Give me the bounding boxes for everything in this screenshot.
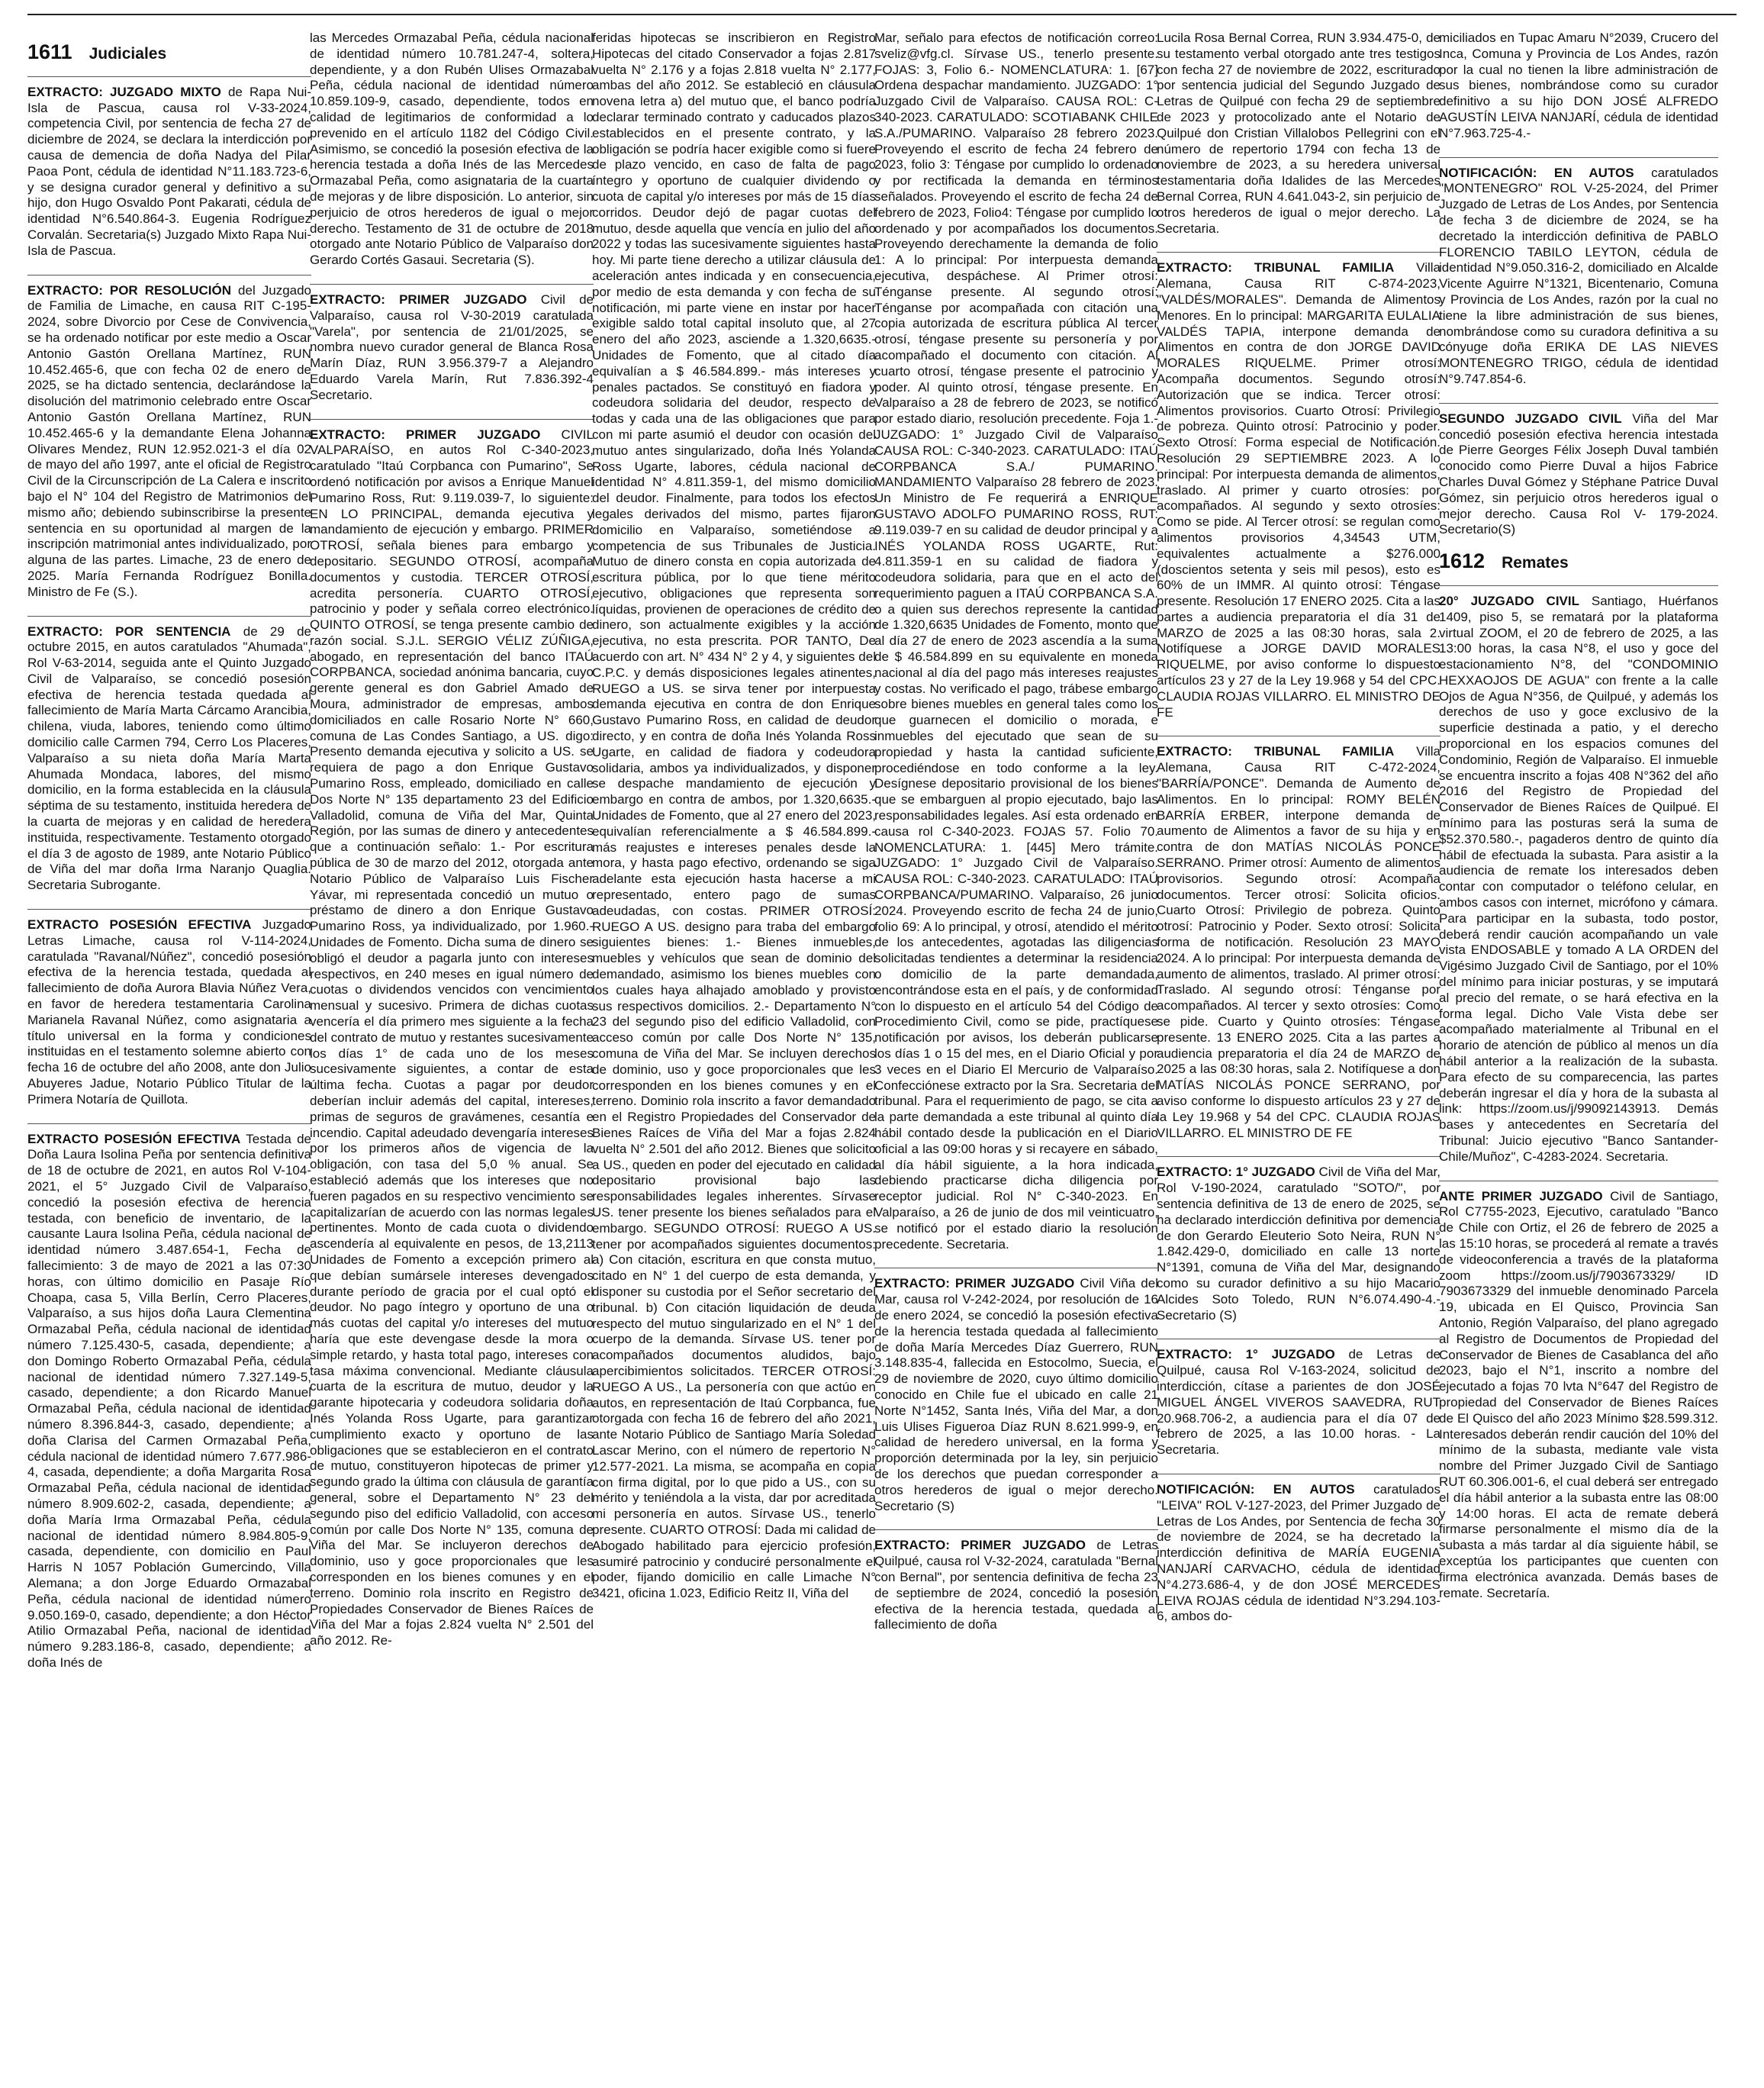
notice-heading: EXTRACTO: PRIMER JUZGADO — [310, 427, 541, 442]
column-2 — [310, 31, 594, 2076]
notice-body: Civil de Santiago, Rol C7755-2023, Ejecutivo, caratulado "Banco de Chile con Ortiz, el 26 de febrero de 2025 a las 15:10 horas, se procederá al remate a través de videoconferencia a través de la plataforma zoom https://zoom.us/j/7903673329/ ID 7903673329 del inmueble denominado Parcela 19, ubicada en El Quisco, Provincia San Antonio, Región Valparaíso, del plano agregado al Registro de Documentos de Propiedad del Conservador de Bienes de Casablanca del año 2023, bajo el N°1, inscrito a nombre del ejecutado a fojas 70 lvta N°647 del Registro de propiedad del Conservador de Bienes Raíces de El Quisco del año 2023 Mínimo $28.599.312. Interesados deberán rendir caución del 10% del mínimo de la subasta, mediante vale vista nombre del Primer Juzgado Civil de Santiago RUT 60.306.001-6, el cual deberá ser entregado el día hábil anterior a la subasta entre las 08:00 y 14:00 horas. El acta de remate deberá firmarse personalmente el mismo día de la subasta a más tardar al día siguiente hábil, se exceptúa los participantes que cuenten con firma electrónica avanzada. Demás bases de remate. Secretaría. — [1439, 1188, 1718, 1600]
notice-heading: EXTRACTO: PRIMER JUZGADO — [874, 1276, 1075, 1291]
legal-notice — [1157, 1156, 1440, 1323]
legal-notice — [310, 284, 594, 404]
column-6 — [1439, 31, 1718, 2076]
legal-notice — [27, 1123, 311, 1671]
notice-heading: EXTRACTO: 1° JUZGADO — [1157, 1347, 1335, 1362]
notice-continuation — [592, 31, 876, 1602]
column-3 — [592, 31, 876, 2076]
section-title: Remates — [1502, 554, 1569, 572]
notice-heading: EXTRACTO: POR SENTENCIA — [27, 624, 231, 639]
legal-notice — [1157, 1474, 1440, 1625]
legal-notice — [874, 1268, 1158, 1514]
notice-heading: EXTRACTO: PRIMER JUZGADO — [310, 292, 527, 307]
notice-body: las Mercedes Ormazabal Peña, cédula nacional de identidad número 10.781.247-4, soltera, dependiente, y a don Rubén Ulises Ormazabal Peña, cédula nacional de identidad número 10.859.109-9, casado, dependiente, todos en calidad de legitimarios de conformidad a lo prevenido en el artículo 1182 del Código Civil. Asimismo, se concedió la posesión efectiva de la herencia testada a doña Inés de las Mercedes Ormazabal Peña, como asignataria de la cuarta de mejoras y de libre disposición. Lo anterior, sin perjuicio de otros herederos de igual o mejor derecho. Testamento de 31 de octubre de 2018 otorgado ante Notario Público de Valparaíso don Gerardo Cortés Gasaui. Secretaria (S). — [310, 31, 594, 268]
section-header — [1439, 549, 1718, 573]
notice-body: Testada de Doña Laura Isolina Peña por sentencia definitiva de 18 de octubre de 2021, en autos Rol V-104- 2021, el 5° Juzgado Civil de Valparaíso, concedió la posesión efectiva de herencia testada, con beneficio de inventario, de la causante Laura Isolina Peña, cédula nacional de identidad número 3.487.654-1, Fecha de fallecimiento: 3 de mayo de 2021 a las 07:30 horas, con último domicilio en Pasaje Río Choapa, casa 5, Villa Berlín, Cerro Placeres, Valparaíso, a sus hijos doña Laura Clementina Ormazabal Peña, cédula nacional de identidad número 7.125.430-5, casada, dependiente; a don Domingo Roberto Ormazabal Peña, cédula nacional de identidad número 7.327.149-5, casado, dependiente; a don Ricardo Manuel Ormazabal Peña, cédula nacional de identidad número 8.396.844-3, casado, dependiente; a doña Clarisa del Carmen Ormazabal Peña, cédula nacional de identidad número 7.677.986-4, casada, dependiente; a doña Margarita Rosa Ormazabal Peña, cédula nacional de identidad número 8.909.602-2, casada, dependiente; a doña María Irma Ormazabal Peña, cédula nacional de identidad número 8.984.805-9, casada, dependiente, con domicilio en Paul Harris N 1057 Población Gumercindo, Villa Alemana; a don Jorge Eduardo Ormazabal Peña, cédula nacional de identidad número 9.050.169-0, casado, dependiente; a don Héctor Atilio Ormazabal Peña, nacional de identidad número 9.283.186-8, casado, dependiente; a doña Inés de — [27, 1131, 311, 1670]
notice-heading: SEGUNDO JUZGADO CIVIL — [1439, 411, 1622, 426]
notice-heading: 20° JUZGADO CIVIL — [1439, 593, 1579, 608]
legal-notice — [1157, 736, 1440, 1141]
notice-body: Lucila Rosa Bernal Correa, RUN 3.934.475-0, de su testamento verbal otorgado ante tres testigos con fecha 27 de noviembre de 2022, escriturado por sentencia judicial del Segundo Juzgado de Letras de Quilpué con fecha 29 de septiembre de 2023 y protocolizado ante el Notario de Quilpué don Cristian Villalobos Pellegrini con el número de repertorio 1794 con fecha 13 de noviembre de 2023, a su heredera universal testamentaria doña Idalides de las Mercedes Bernal Correa, RUN 4.641.043-2, sin perjuicio de otros herederos de igual o mejor derecho. La Secretaria. — [1157, 31, 1440, 236]
notice-body: Villa Alemana, Causa RIT C-472-2024, "BARRÍA/PONCE". Demanda de Aumento de Alimentos. En lo principal: ROMY BELÉN BARRÍA ERBER, interpone demanda de aumento de Alimentos a favor de su hija y en contra de don MATÍAS NICOLÁS PONCE SERRANO. Primer otrosí: Aumento de alimentos provisorios. Segundo otrosí: Acompaña documentos. Tercer otrosí: Solicita oficios. Cuarto Otrosí: Privilegio de pobreza. Quinto otrosí: Patrocinio y Poder. Sexto otrosí: Solicita forma de notificación. Resolución 23 MAYO 2024. A lo principal: Por interpuesta demanda de aumento de alimentos, traslado. Al primer otrosí: Traslado. Al segundo otrosí: Ténganse por acompañados. Al tercer y sexto otrosíes: Como se pide. Cuarto y Quinto otrosíes: Téngase presente. 13 ENERO 2025. Cita a las partes a audiencia preparatoria el día 24 de MARZO de 2025 a las 08:30 horas, sala 2. Notifíquese a don MATÍAS NICOLÁS PONCE SERRANO, por aviso conforme lo dispuesto artículos 23 y 27 de la Ley 19.968 y 54 del CPC. CLAUDIA ROJAS VILLARRO. EL MINISTRO DE FE — [1157, 744, 1440, 1140]
column-5 — [1157, 31, 1440, 2076]
notice-body: Mar, señalo para efectos de notificación correo: sveliz@vfg.cl. Sírvase US., tenerlo presente. FOJAS: 3, Folio 6.- NOMENCLATURA: 1. [67] Ordena despachar mandamiento. JUZGADO: 1° Juzgado Civil de Valparaíso. CAUSA ROL: C-340-2023. CARATULADO: SCOTIABANK CHILE S.A./PUMARINO. Valparaíso 28 febrero 2023. Proveyendo el escrito de fecha 24 febrero de 2023, folio 3: Téngase por cumplido lo ordenado y por rectificada la demanda en términos señalados. Proveyendo el escrito de fecha 24 de febrero de 2023, Folio4: Téngase por cumplido lo ordenado y por acompañados los documentos. Proveyendo derechamente la demanda de folio 1: A lo principal: Por interpuesta demanda ejecutiva, despáchese. Al Primer otrosí: Ténganse presente. Al segundo otrosí: Ténganse por acompañada con citación una copia autorizada de escritura pública Al tercer otrosí, téngase presente su personería y por acompañado el documento con citación. Al cuarto otrosí, téngase presente el patrocinio y poder. Al quinto otrosí, téngase presente. En Valparaíso a 28 de febrero de 2023, se notificó por estado diario, resolución precedente. Foja 1.- JUZGADO: 1° Juzgado Civil de Valparaíso CAUSA ROL: C-340-2023. CARATULADO: ITAÚ CORPBANCA S.A./ PUMARINO. MANDAMIENTO Valparaíso 28 febrero de 2023. Un Ministro de Fe requerirá a ENRIQUE GUSTAVO ADOLFO PUMARINO ROSS, RUT: 9.119.039-7 en su calidad de deudor principal y a INÉS YOLANDA ROSS UGARTE, Rut: 4.811.359-1 en su calidad de fiadora y codeudora solidaria, para que en el acto del requerimiento paguen a ITAÚ CORPBANCA S.A. o a quien sus derechos represente la cantidad de 1.320,6635 Unidades de Fomento, monto que al día 27 de enero de 2023 ascendía a la suma de $ 46.584.899 en su equivalente en moneda nacional al día del pago más intereses reajustes y costas. No verificado el pago, trábese embargo sobre bienes muebles en general tales como los que guarnecen el domicilio o morada, e inmuebles del ejecutado que sean de su propiedad y hasta la cantidad suficiente, procediéndose en todo conforme a la ley. Desígnese depositario provisional de los bienes que se embarguen al propio ejecutado, bajo las responsabilidades legales. Así esta ordenado en causa rol C-340-2023. FOJAS 57. Folio 70. NOMENCLATURA: 1. [445] Mero trámite. JUZGADO: 1° Juzgado Civil de Valparaíso. CAUSA ROL: C-340-2023. CARATULADO: ITAÚ CORPBANCA/PUMARINO. Valparaíso, 26 junio 2024. Proveyendo escrito de fecha 24 de junio, folio 69: A lo principal, y otrosí, atendido el mérito de los antecedentes, agotadas las diligencias solicitadas tendientes a determinar la residencia o domicilio de la parte demandada, encontrándose esta en el país, y de conformidad con lo dispuesto en el artículo 54 del Código de Procedimiento Civil, como se pide, practíquese notificación por avisos, los deberán publicarse los días 1 o 15 del mes, en el Diario Oficial y por 3 veces en el Diario El Mercurio de Valparaíso. Confecciónese extracto por la Sra. Secretaria del tribunal. Para el requerimiento de pago, se cita a la parte demandada a este tribunal al quinto día hábil contado desde la publicación en el Diario oficial a las 09:00 horas y si recayere en sábado, al día hábil siguiente, a la hora indicada, debiendo practicarse dicha diligencia por receptor judicial. Rol N° C-340-2023. En Valparaíso, a 26 de junio de dos mil veinticuatro, se notificó por el estado diario la resolución precedente. Secretaria. — [874, 31, 1158, 1252]
section-title: Judiciales — [89, 45, 167, 63]
notice-heading: NOTIFICACIÓN: EN AUTOS — [1439, 165, 1634, 180]
notice-body: caratulados "MONTENEGRO" ROL V-25-2024, del Primer Juzgado de Letras de Los Andes, por Sentencia de fecha 3 de diciembre de 2024, se ha decretado la interdicción definitiva de PABLO FLORENCIO TABILO LEYTON, cédula de identidad N°9.050.316-2, domiciliado en Alcalde Vicente Aguirre N°1321, Bicentenario, Comuna y Provincia de Los Andes, razón por la cual no tiene la libre administración de sus bienes, nombrándose como su curadora definitiva a su cónyuge doña ERIKA DE LAS NIEVES MONTENEGRO TRIGO, cédula de identidad N°9.747.854-6. — [1439, 165, 1718, 386]
notice-heading: EXTRACTO POSESIÓN EFECTIVA — [27, 917, 252, 933]
notice-body: de Rapa Nui-Isla de Pascua, causa rol V-33-2024, competencia Civil, por sentencia de fecha 27 de diciembre de 2024, se declara la interdicción por causa de demencia de doña Nadya del Pilar Paoa Pont, cédula de identidad N°11.183.723-6, y se designa curador general y definitivo a su hijo, don Hugo Osvaldo Pont Pakarati, cédula de identidad N°6.540.864-3. Eugenia Rodríguez Corvalán. Secretaria(s) Juzgado Mixto Rapa Nui-Isla de Pascua. — [27, 84, 311, 258]
notice-body: Villa Alemana, Causa RIT C-874-2023, "VALDÉS/MORALES". Demanda de Alimentos Menores. En lo principal: MARGARITA EULALIA VALDÉS TAPIA, interpone demanda de Alimentos en contra de don JORGE DAVID MORALES RIQUELME. Primer otrosí: Acompaña documentos. Segundo otrosí: Autorización que se indica. Tercer otrosí: Alimentos provisorios. Cuarto Otrosí: Privilegio de pobreza. Quinto otrosí: Patrocinio y poder. Sexto Otrosí: Forma especial de Notificación. Resolución 29 SEPTIEMBRE 2023. A lo principal: Por interpuesta demanda de alimentos, traslado. Al primer y cuarto otrosíes: por acompañados. Al segundo y sexto otrosíes: Como se pide. Al Tercer otrosí: se regulan como alimentos provisorios 4,34543 UTM, equivalentes actualmente a $276.000 (doscientos setenta y seis mil pesos), esto es 60% de un IMMR. Al quinto otrosí: Téngase presente. Resolución 17 ENERO 2025. Cita a las partes a audiencia preparatoria el día 31 de MARZO de 2025 a las 08:30 horas, sala 2. Notifíquese a JORGE DAVID MORALES RIQUELME, por aviso conforme lo dispuesto artículos 23 y 27 de la Ley 19.968 y 54 del CPC. CLAUDIA ROJAS VILLARRO. EL MINISTRO DE FE — [1157, 260, 1440, 720]
notice-body: miciliados en Tupac Amaru N°2039, Crucero del Inca, Comuna y Provincia de Los Andes, razón por la cual no tienen la libre administración de sus bienes, nombrándose como su curador definitivo a su hijo DON JOSÉ ALFREDO AGUSTÍN LEIVA NANJARÍ, cédula de identidad N°7.963.725-4.- — [1439, 31, 1718, 140]
notice-body: de 29 de octubre 2015, en autos caratulados "Ahumada", Rol V-63-2014, seguida ante el Quinto Juzgado Civil de Valparaíso, se concedió posesión efectiva de herencia testada quedada al fallecimiento de María Marta Cárcamo Arancibia, chilena, viuda, labores, teniendo como último domicilio calle Carmen 794, Cerro Los Placeres, Valparaíso a su nieta doña María Marta Ahumada Mondaca, labores, del mismo domicilio, en la forma establecida en la cláusula séptima de su testamento, instituida heredera de la cuarta de mejoras y en calidad de heredera instituida, respectivamente. Testamento otorgado el día 3 de agosto de 1989, ante Notario Público de Viña del mar doña Irma Naranjo Quaglia. Secretaria Subrogante. — [27, 624, 311, 893]
notice-body: Santiago, Huérfanos 1409, piso 5, se rematará por la plataforma virtual ZOOM, el 20 de febrero de 2025, a las 13:00 horas, la casa N°8, el uso y goce del estacionamiento N°8, del "CONDOMINIO HEXXAOJOS DE AGUA" con frente a la calle Ojos de Agua N°356, de Quilpué, y además los derechos de uso y goce exclusivo de la superficie destinada a patio, y el derecho proporcional en los espacios comunes del Condominio, Región de Valparaíso. El inmueble se encuentra inscrito a fojas 408 N°362 del año 2016 del Registro de Propiedad del Conservador de Bienes Raíces de Quilpué. El mínimo para las posturas será la suma de $52.370.580.-, pagaderos dentro de quinto día hábil de efectuada la subasta. Para asistir a la audiencia de remate los interesados deben contar con computador o teléfono celular, en ambos casos con internet, micrófono y cámara. Para participar en la subasta, todo postor, deberá rendir caución acompañando un vale vista ENDOSABLE y tomado A LA ORDEN del Vigésimo Juzgado Civil de Santiago, por el 10% del mínimo para iniciar posturas, y se imputará al precio del remate, o se hará efectiva en la forma legal. Dicho Vale Vista debe ser acompañado materialmente al Tribunal en el horario de atención de público al menos un día hábil anterior a la realización de la subasta. Para efecto de su comparecencia, las partes deberán ingresar el día y hora de la subasta al link: https://zoom.us/j/99092143913. Demás bases y antecedentes en Secretaría del Tribunal: Juicio ejecutivo "Banco Santander-Chile/Muñoz", C-4283-2024. Secretaria. — [1439, 593, 1718, 1164]
notice-heading: EXTRACTO: 1° JUZGADO — [1157, 1165, 1315, 1180]
legal-notice — [1439, 403, 1718, 538]
notice-body: Civil de Viña del Mar, Rol V-190-2024, caratulado "SOTO/", por sentencia definitiva de 13 de enero de 2025, se ha declarado interdicción definitiva por demencia de don Gerardo Eleuterio Soto Neira, RUN N° 1.842.429-0, domiciliado en calle 13 norte N°1391, comuna de Viña del Mar, designando como su curador definitivo a su hijo Macario Alcides Soto Toledo, RUN N°6.074.490-4.- Secretario (S) — [1157, 1165, 1440, 1323]
notice-heading: EXTRACTO: TRIBUNAL FAMILIA — [1157, 260, 1395, 276]
legal-notice — [1157, 252, 1440, 720]
notice-heading: EXTRACTO POSESIÓN EFECTIVA — [27, 1131, 241, 1146]
notice-continuation — [1157, 31, 1440, 237]
notice-heading: EXTRACTO: POR RESOLUCIÓN — [27, 282, 232, 298]
notice-heading: EXTRACTO: PRIMER JUZGADO — [874, 1538, 1086, 1553]
legal-notice — [27, 275, 311, 601]
column-1 — [27, 31, 311, 2076]
notice-continuation — [874, 31, 1158, 1252]
notice-body: feridas hipotecas se inscribieron en Registro Hipotecas del citado Conservador a fojas 2.817 vuelta N° 2.176 y a fojas 2.818 vuelta N° 2.177, ambas del año 2012. Se estableció en cláusula novena letra a) del mutuo que, el banco podría declarar terminado contrato y caducados plazos establecidos en el presente contrato, y la obligación se podría hacer exigible como si fuere de plazo vencido, en caso de falta de pago íntegro y oportuno de cualquier dividendo o cuota de capital y/o intereses por más de 15 días corridos. Deudor dejó de pagar cuotas del mutuo, desde aquella que vencía en julio del año 2022 y todas las sucesivamente siguientes hasta hoy. Mi parte tiene derecho a utilizar cláusula de aceleración antes indicada y en consecuencia, por medio de esta demanda y con fecha de su notificación, mi parte viene en instar por hacer exigible saldo total capital insoluto que, al 27 enero del año 2023, asciende a 1.320,6635.- Unidades de Fomento, que al citado día equivalían a $ 46.584.899.- más intereses y penales pactados. Se constituyó en fiadora y codeudora solidaria del deudor, respecto de todas y cada una de las obligaciones que para con mi parte asumió el deudor con ocasión del mutuo antes singularizado, doña Inés Yolanda Ross Ugarte, labores, cédula nacional de identidad N° 4.811.359-1, del mismo domicilio del deudor. Finalmente, para todos los efectos legales derivados del mismo, partes fijaron domicilio en Valparaíso, sometiéndose a competencia de sus Tribunales de Justicia. Mutuo de dinero consta en copia autorizada de escritura pública, por lo que tiene mérito ejecutivo, obligaciones que representa son líquidas, provienen de operaciones de crédito de dinero, son actualmente exigibles y la acción ejecutiva, no esta prescrita. POR TANTO, De acuerdo con art. N° 434 N° 2 y 4, y siguientes del C.P.C. y demás disposiciones legales atinentes, RUEGO a US. se sirva tener por interpuesta demanda ejecutiva en contra de don Enrique Gustavo Pumarino Ross, en calidad de deudor directo, y en contra de doña Inés Yolanda Ross Ugarte, en calidad de fiadora y codeudora solidaria, ambos ya individualizados, y disponer se despache mandamiento de ejecución y embargo en contra de ambos, por 1.320,6635.- Unidades de Fomento, que al 27 enero del 2023, equivalían referencialmente a $ 46.584.899.- más reajustes e intereses penales desde la mora, y hasta pago efectivo, ordenando se siga adelante esta ejecución hasta hacerse a mi representado, entero pago de sumas adeudadas, con costas. PRIMER OTROSÍ: RUEGO A US. designo para traba del embargo siguientes bienes: 1.- Bienes inmuebles, muebles y vehículos que sean de dominio del demandado, asimismo los bienes muebles con los cuales haya alhajado amoblado y provisto sus respectivos domicilios. 2.- Departamento N° 23 del segundo piso del edificio Valladolid, con acceso común por calle Dos Norte N° 135, comuna de Viña del Mar. Se incluyen derechos de dominio, uso y goce proporcionales que les corresponden en los bienes comunes y en el terreno. Dominio rola inscrito a favor demandado en el Registro Propiedades del Conservador de Bienes Raíces de Viña del Mar a fojas 2.824 vuelta N° 2.501 del año 2012. Bienes que solicito a US., queden en poder del ejecutado en calidad depositario provisional bajo las responsabilidades legales inherentes. Sírvase US. tener presente los bienes señalados para el embargo. SEGUNDO OTROSÍ: RUEGO A US. tener por acompañados siguientes documentos: a) Con citación, escritura en que consta mutuo, citado en N° 1 del cuerpo de esta demanda, y disponer su custodia por el Señor secretario del tribunal. b) Con citación liquidación de deuda respecto del mutuo singularizado en el N° 1 del cuerpo de la demanda. Sírvase US. tener por acompañados documentos aludidos, bajo apercibimientos solicitados. TERCER OTROSÍ: RUEGO A US., La personería con que actúo en autos, en representación de Itaú Corpbanca, fue otorgada con fecha 16 de febrero del año 2021, ante Notario Público de Santiago María Soledad Lascar Merino, con el número de repertorio N° 12.577-2021. La misma, se acompaña en copia con firma digital, por lo que pido a US., con su mérito y teniéndola a la vista, dar por acreditada mi personería en autos. Sírvase US., tenerlo presente. CUARTO OTROSÍ: Dada mi calidad de Abogado habilitado para ejercicio profesión, asumiré patrocinio y conduciré personalmente el poder, fijando domicilio en calle Limache N° 3421, oficina 1.023, Edificio Reitz II, Viña del — [592, 31, 876, 1601]
notice-heading: EXTRACTO: JUZGADO MIXTO — [27, 84, 221, 99]
top-rule — [27, 14, 1737, 15]
legal-notice — [1439, 157, 1718, 388]
notice-body: del Juzgado de Familia de Limache, en causa RIT C-195-2024, sobre Divorcio por Cese de Convivencia, se ha ordenado notificar por este medio a Oscar Antonio Gastón Orellana Martínez, RUN 10.452.465-6, que con fecha 02 de enero de 2025, se ha dictado sentencia, declarándose la disolución del matrimonio celebrado entre Oscar Antonio Gastón Orellana Martínez, RUN 10.452.465-6 y la demandante Elena Johanna Olivares Mendez, RUN 12.952.021-3 el día 02 de mayo del año 1997, ante el oficial de Registro Civil de la Circunscripción de La Calera e inscrito bajo el N° 104 del Registro de Matrimonios del mismo año; debiendo subinscribirse la presente sentencia en su oportunidad al margen de la inscripción matrimonial antes individualizado, por alguna de las partes. Limache, 23 de enero de 2025. María Fernanda Rodríguez Bonilla. Ministro de Fe (S.). — [27, 282, 311, 599]
section-number: 1612 — [1439, 549, 1486, 573]
legal-notice — [1439, 585, 1718, 1165]
legal-notice — [1157, 1339, 1440, 1458]
legal-notice — [27, 616, 311, 894]
notice-heading: NOTIFICACIÓN: EN AUTOS — [1157, 1481, 1355, 1497]
notice-continuation — [310, 31, 594, 269]
legal-notice — [310, 419, 594, 1649]
section-header — [27, 40, 311, 63]
notice-body: de Letras de Quilpué, causa Rol V-163-2024, solicitud de interdicción, cítase a parientes de don JOSÉ MIGUEL ÁNGEL VIVEROS SAAVEDRA, RUT 20.968.706-2, a audiencia para el día 07 de febrero de 2025, a las 10.00 horas. - La Secretaria. — [1157, 1347, 1440, 1458]
notice-body: CIVIL VALPARAÍSO, en autos Rol C-340-2023, caratulado "Itaú Corpbanca con Pumarino", Se ordenó notificación por avisos a Enrique Manuel Pumarino Ross, Rut: 9.119.039-7, lo siguiente: EN LO PRINCIPAL, demanda ejecutiva y mandamiento de ejecución y embargo. PRIMER OTROSÍ, señala bienes para embargo y depositario. SEGUNDO OTROSÍ, acompaña documentos y custodia. TERCER OTROSÍ, acredita personería. CUARTO OTROSÍ, patrocinio y poder y señala correo electrónico. QUINTO OTROSÍ, se tenga presente cambio de razón social. S.J.L. SERGIO VÉLIZ ZÚÑIGA, abogado, en representación del banco ITAÚ CORPBANCA, sociedad anónima bancaria, cuyo gerente general es don Gabriel Amado de Moura, administrador de empresas, ambos domiciliados en calle Rosario Norte N° 660, comuna de Las Condes Santiago, a US. digo: Presento demanda ejecutiva y solicito a US. se requiera de pago a don Enrique Gustavo Pumarino Ross, empleado, domiciliado en calle Dos Norte N° 135 departamento 23 del Edificio Valladolid, comuna de Viña del Mar, Quinta Región, por las sumas de dinero y antecedentes que a continuación señalo: 1.- Por escritura pública de 30 de marzo del 2012, otorgada ante Notario Público de Valparaíso Luis Fischer Yávar, mi representada concedió un mutuo o préstamo de dinero a don Enrique Gustavo Pumarino Ross, ya individualizado, por 1.960.- Unidades de Fomento. Dicha suma de dinero se obligó el deudor a pagarla junto con intereses respectivos, en 240 meses en igual número de cuotas o dividendos vencidos con vencimiento mensual y sucesivo. Primera de dichas cuotas vencería el día primero mes siguiente a la fecha del contrato de mutuo y restantes sucesivamente los días 1° de cada uno de los meses sucesivamente siguientes, a contar de esta última fecha. Cuotas a pagar por deudor deberían incluir además del capital, intereses, primas de seguros de gravámenes, cesantía e incendio. Capital adeudado devengaría intereses por los primeros años de vigencia de la obligación, con tasa del 5,0 % anual. Se estableció además que los intereses que no fueren pagados en su respectivo vencimiento se capitalizarían de acuerdo con las normas legales pertinentes. Monto de cada cuota o dividendo ascendería al equivalente en pesos, de 13,2113 Unidades de Fomento a excepción primero al que debían sumársele intereses devengados durante período de gracia por el cual optó el deudor. No pago íntegro y oportuno de una o más cuotas del capital y/o intereses del mutuo haría que este devengase desde la mora o simple retardo, y hasta total pago, intereses con tasa máxima convencional. Mediante cláusula cuarta de la escritura de mutuo, deudor y la garante hipotecaria y codeudora solidaria doña Inés Yolanda Ross Ugarte, para garantizar cumplimiento exacto y oportuno de las obligaciones que se establecieron en el contrato de mutuo, constituyeron hipotecas de primer y segundo grado la última con cláusula de garantía general, sobre el Departamento N° 23 del segundo piso del edificio Valladolid, con acceso común por calle Dos Norte N° 135, comuna de Viña del Mar. Se incluyeron derechos de dominio, uso y goce proporcionales que les corresponden en los bienes comunes y en el terreno. Dominio rola inscrito en Registro de Propiedades Conservador de Bienes Raíces de Viña del Mar a fojas 2.824 vuelta N° 2.501 del año 2012. Re- — [310, 427, 594, 1648]
section-number: 1611 — [27, 40, 72, 63]
legal-notice — [27, 76, 311, 259]
legal-notice — [874, 1529, 1158, 1633]
legal-notice — [1439, 1181, 1718, 1602]
notice-body: Viña del Mar concedió posesión efectiva herencia intestada de Pierre Georges Félix Joseph Duval también conocido como Pierre Duval a hijos Fabrice Charles Duval Gómez y Stéphane Patrice Duval Gómez, sin perjuicio otros herederos igual o mejor derecho. Causa Rol V- 179-2024. Secretario(S) — [1439, 411, 1718, 537]
notice-continuation — [1439, 31, 1718, 142]
notice-body: caratulados "LEIVA" ROL V-127-2023, del Primer Juzgado de Letras de Los Andes, por Sentencia de fecha 30 de noviembre de 2024, se ha decretado la interdicción definitiva de MARÍA EUGENIA NANJARÍ CARVACHO, cédula de identidad N°4.273.686-4, y de don JOSÉ MERCEDES LEIVA ROJAS cédula de identidad N°3.294.103-6, ambos do- — [1157, 1481, 1440, 1624]
notice-heading: EXTRACTO: TRIBUNAL FAMILIA — [1157, 744, 1395, 759]
notice-body: Civil de Valparaíso, causa rol V-30-2019 caratulada "Varela", por sentencia de 21/01/2025, se nombra nuevo curador general de Blanca Rosa Marín Díaz, RUN 3.956.379-7 a Alejandro Eduardo Varela Marín, Rut 7.836.392-4 Secretario. — [310, 292, 594, 402]
legal-notice — [27, 909, 311, 1108]
notice-body: Civil Viña del Mar, causa rol V-242-2024, por resolución de 16 de enero 2024, se concedió la posesión efectiva de la herencia testada quedada al fallecimiento de doña María Mercedes Díaz Guerrero, RUN 3.148.835-4, fallecida en Estocolmo, Suecia, el 29 de noviembre de 2020, cuyo último domicilio conocido en Chile fue el ubicado en calle 21 Norte N°1452, Santa Inés, Viña del Mar, a don Luis Ulises Figueroa Díaz RUN 8.621.999-9, en calidad de heredero universal, en la forma y proporción determinada por la ley, sin perjuicio de los derechos que puedan corresponder a otros herederos de igual o mejor derecho. Secretario (S) — [874, 1276, 1158, 1513]
notice-heading: ANTE PRIMER JUZGADO — [1439, 1188, 1603, 1204]
column-4 — [874, 31, 1158, 2076]
notice-body: de Letras Quilpué, causa rol V-32-2024, caratulada "Bernal con Bernal", por sentencia definitiva de fecha 23 de septiembre de 2024, concedió la posesión efectiva de la herencia testada, quedada al fallecimiento de doña — [874, 1538, 1158, 1632]
notice-body: Juzgado Letras Limache, causa rol V-114-2024, caratulada "Ravanal/Núñez", concedió posesión efectiva de la herencia testada, quedada al fallecimiento de doña Aurora Blavia Núñez Vera, en favor de heredera testamentaria Carolina Marianela Ravanal Núñez, como asignataria a título universal en la forma y condiciones instituidas en el testamento solemne abierto con fecha 16 de octubre del año 2008, ante don Julio Abuyeres Jadue, Notario Público Titular de la Primera Notaría de Quillota. — [27, 917, 311, 1107]
